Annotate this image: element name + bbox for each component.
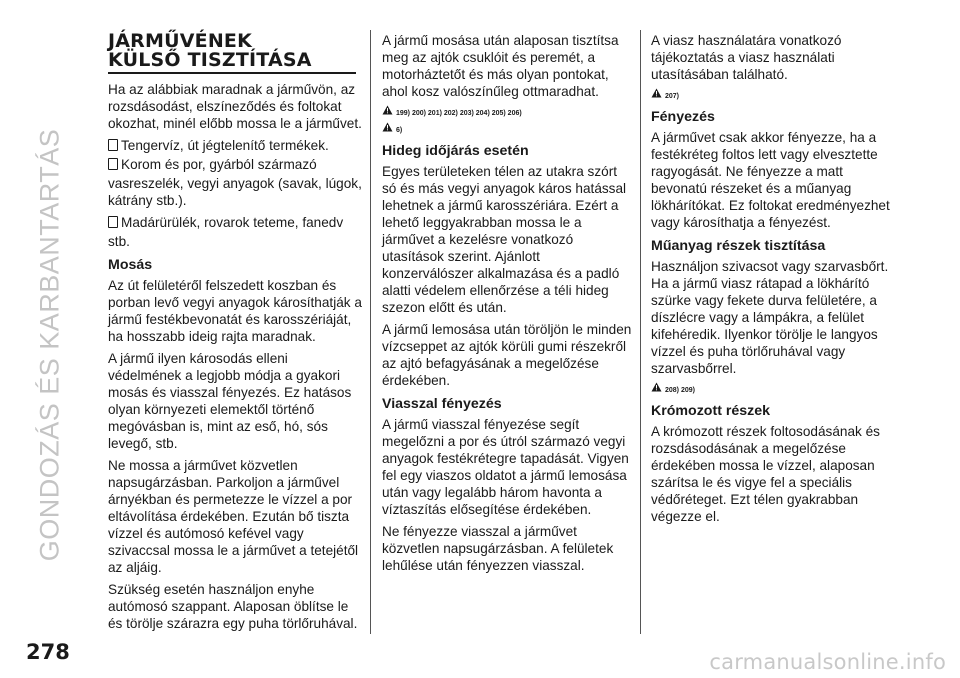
column-divider: [640, 30, 641, 634]
column-1: [108, 32, 362, 637]
paragraph: A járművet csak akkor fényezze, ha a festékréteg foltos lett vagy elvesztette ragyogását. Ne fényezze a matt bevonatú részeket és a műanyag lökhárítókat. Ez foltokat eredményezhet vagy károsíthatja a fényezést.: [651, 130, 890, 230]
list-item: Korom és por, gyárból származó: [108, 156, 362, 173]
paragraph: A jármű ilyen károsodás elleni védelmének a legjobb módja a gyakori mosás és viasszal fényezés. Ez hatásos olyan környezeti elemektől történő megóvásban is, mint az eső, hó, sós levegő, stb.: [108, 351, 352, 451]
caution-icon: [382, 122, 393, 132]
warning-triangle-icon: [651, 88, 662, 98]
paragraph: Egyes területeken télen az utakra szórt só és más vegyi anyagok káros hatással lehetnek a jármű karosszériára. Ezért a lehető leggyakrabban mossa le a járművet a kezelésre vonatkozó utasítások szerint. Ajánlott konzerválószer alkalmazása és a padló alatti védelem ellenőrzése a téli hideg szezon előtt és után.: [382, 164, 627, 315]
watermark: carmanualsonline.info: [709, 650, 946, 674]
heading-hideg: Hideg időjárás esetén: [382, 143, 529, 159]
heading-fenyezes: Fényezés: [651, 109, 715, 125]
column-2: [382, 32, 632, 579]
warning-triangle-icon: [651, 382, 662, 392]
heading-kromozott: Krómozott részek: [651, 403, 771, 419]
list-item: Madárürülék, rovarok teteme, fanedv: [108, 214, 362, 231]
checkbox-bullet-icon: [108, 158, 118, 170]
intro-paragraph: Ha az alábbiak maradnak a járművön, az rozsdásodást, elszíneződés és foltokat okozhat, minél előbb mossa le a járművet.: [108, 82, 362, 131]
paragraph: Használjon szivacsot vagy szarvasbőrt. Ha a jármű viasz rátapad a lökhárító szürke vagy fekete durva felületére, a díszlécre vagy a lámpákra, a felület kifehéredik. Ilyenkor törölje le langyos vízzel és puha törlőruhával vagy szarvasbőrrel.: [651, 259, 889, 376]
warning-triangle-icon: [382, 105, 393, 115]
list-item-continuation: stb.: [108, 234, 130, 249]
column-3: [651, 32, 901, 530]
checkbox-bullet-icon: [108, 216, 118, 228]
heading-viasz: Viasszal fényezés: [382, 396, 502, 412]
paragraph: Ne fényezze viasszal a járművet közvetlen napsugárzásban. A felületek lehűlése után fényezzen viasszal.: [382, 524, 614, 573]
column-divider: [370, 30, 371, 634]
list-item-continuation: vasreszelék, vegyi anyagok (savak, lúgok, kátrány stb.).: [108, 176, 362, 208]
checkbox-bullet-icon: [108, 139, 118, 151]
paragraph: A jármű lemosása után töröljön le minden vízcseppet az ajtók körüli gumi részekről az ajtó befagyásának a megelőzése érdekében.: [382, 322, 632, 388]
paragraph: Szükség esetén használjon enyhe autómosó szappant. Alaposan öblítse le és törölje szárazra egy puha törlőruhával.: [108, 582, 358, 631]
warning-reference: 207): [651, 88, 901, 102]
paragraph: A viasz használatára vonatkozó tájékoztatás a viasz használati utasításában található.: [651, 33, 842, 82]
warning-reference: 199) 200) 201) 202) 203) 204) 205) 206) 6): [382, 105, 632, 136]
paragraph: Ne mossa a járművet közvetlen napsugárzásban. Parkoljon a járművel árnyékban és permetezze le vízzel a por eltávolítása érdekében. Ezután bő tiszta vízzel és autómosó kefével vagy szivaccsal mossa le a járművet a tetejétől az aljáig.: [108, 458, 359, 575]
paragraph: A jármű mosása után alaposan tisztítsa meg az ajtók csuklóit és peremét, a motorháztetőt és más olyan pontokat, ahol kosz valószínűleg ottmaradhat.: [382, 33, 619, 99]
paragraph: A jármű viasszal fényezése segít megelőzni a por és útról származó vegyi anyagok festékrétegre tapadását. Vigyen fel egy viaszos oldatot a jármű lemosása után vagy legalább három havonta a víztaszítás elősegítése érdekében.: [382, 417, 629, 517]
paragraph: Az út felületéről felszedett koszban és porban levő vegyi anyagok károsíthatják a jármű festékbevonatát és karosszériáját, ha hosszabb ideig rajta maradnak.: [108, 278, 362, 344]
list-item: Tengervíz, út jégtelenítő termékek.: [108, 137, 362, 154]
section-title: JÁRMŰVÉNEK KÜLSŐ TISZTÍTÁSA: [108, 32, 356, 74]
page-number: 278: [26, 640, 70, 664]
paragraph: A krómozott részek foltosodásának és rozsdásodásának a megelőzése érdekében mossa le vízzel, alaposan szárítsa le és vigye fel a speciális védőréteget. Ezt télen gyakrabban végezze el.: [651, 424, 880, 524]
heading-muanyag: Műanyag részek tisztítása: [651, 238, 826, 254]
warning-reference: 208) 209): [651, 382, 901, 396]
heading-mosas: Mosás: [108, 257, 153, 273]
